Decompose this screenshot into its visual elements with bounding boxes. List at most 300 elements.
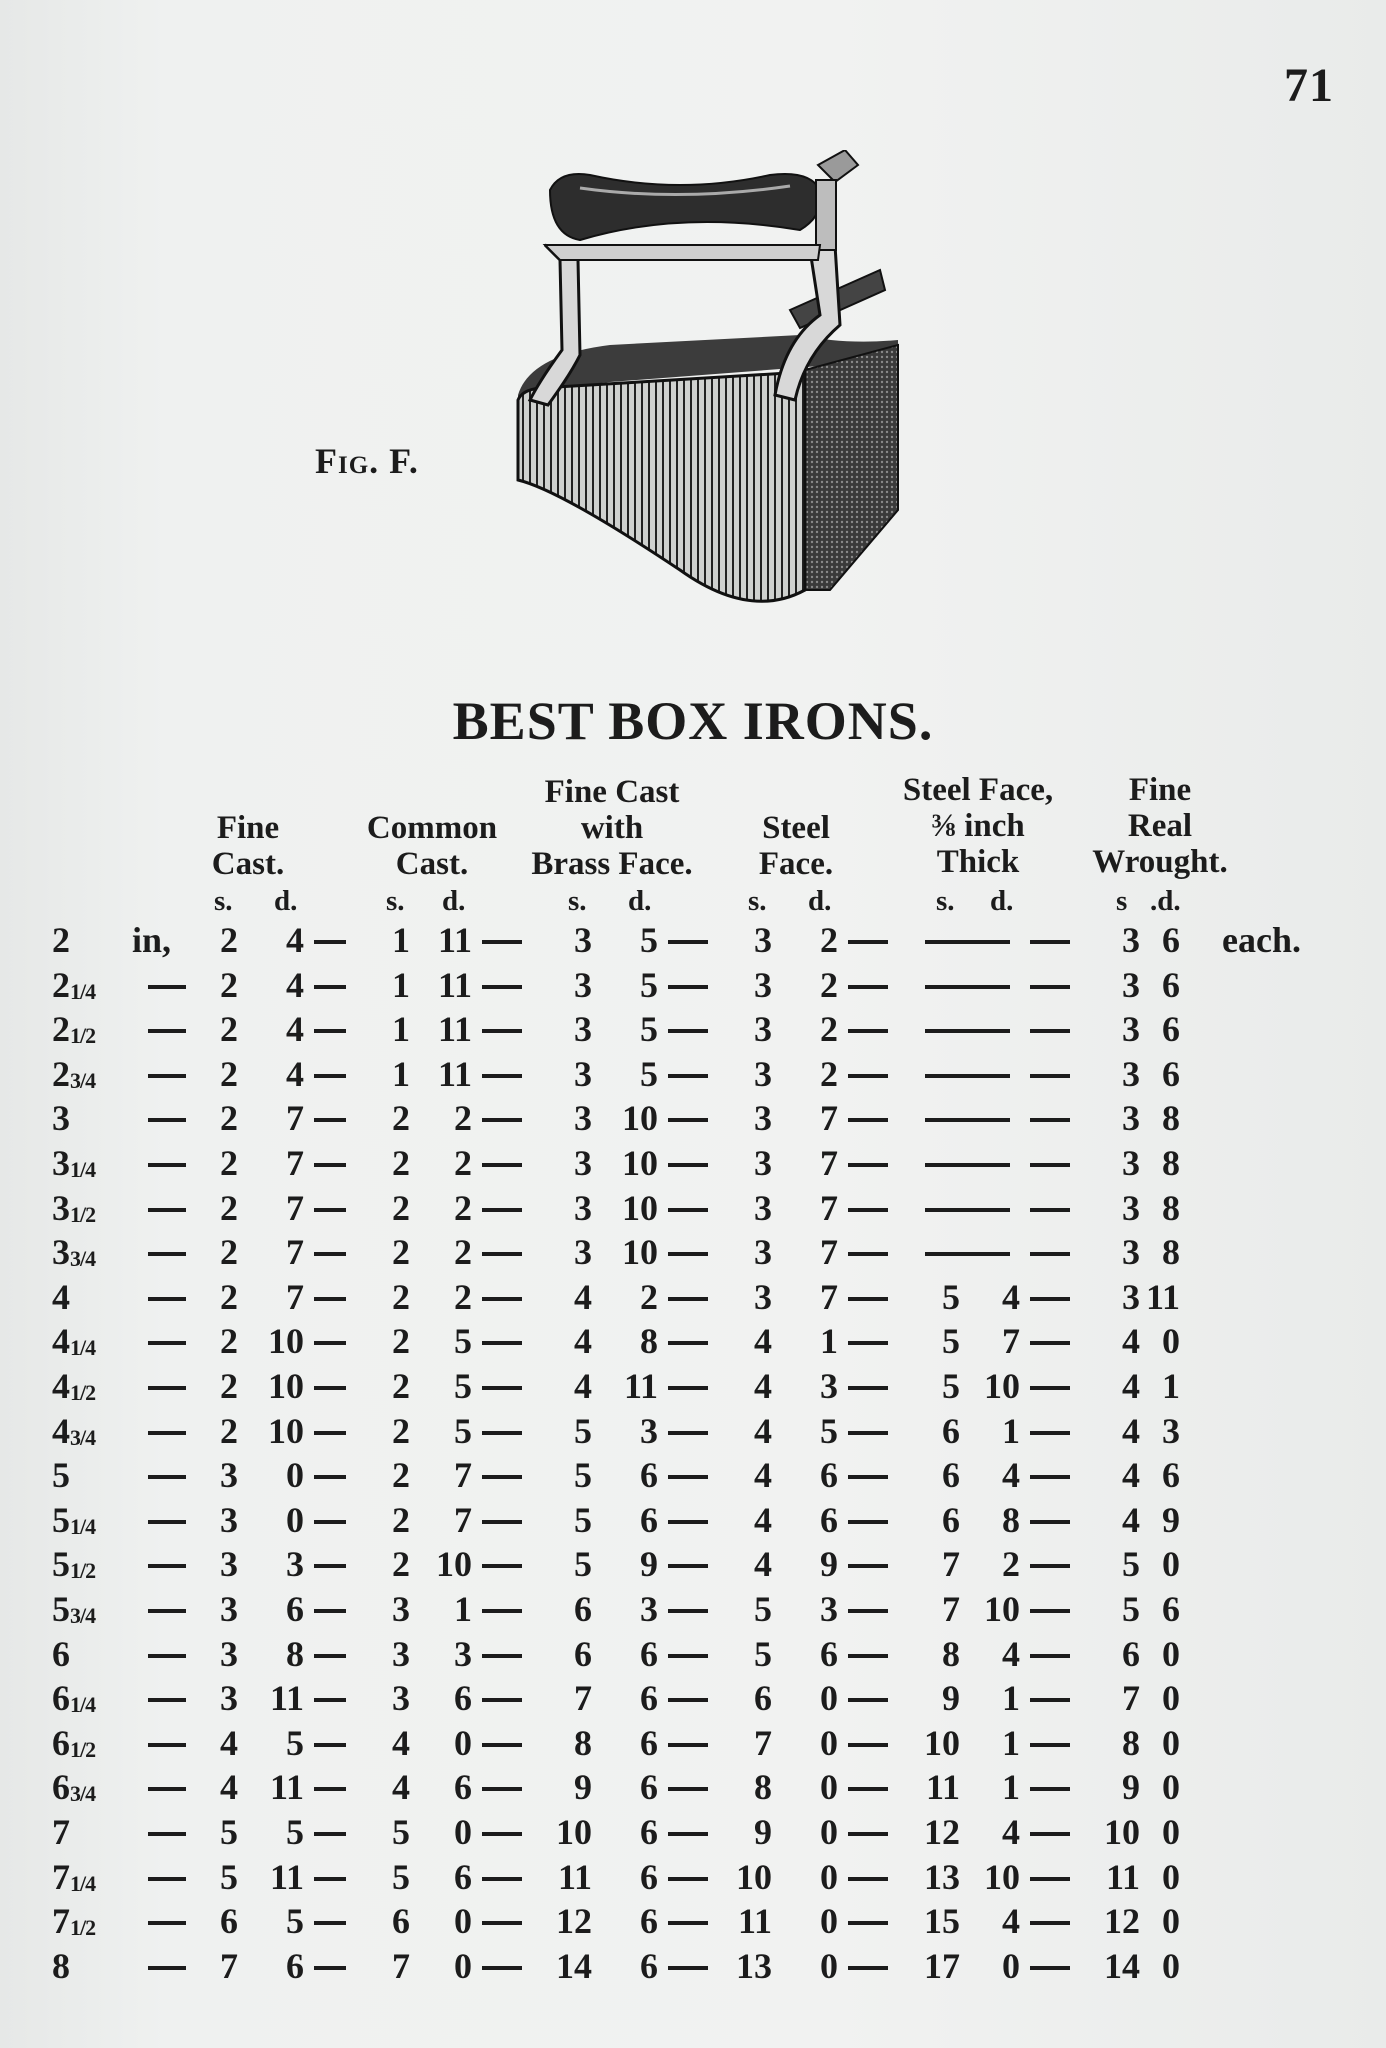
table-row — [0, 1096, 1386, 1140]
pence-value: 8 — [286, 1633, 304, 1674]
shillings-value: 5 — [574, 1455, 592, 1496]
table-row — [0, 1141, 1386, 1185]
shillings-value: 1 — [392, 1009, 410, 1050]
shillings-unit: s. — [386, 885, 405, 917]
pence-value: 2 — [820, 1053, 838, 1094]
shillings-value: 2 — [392, 1455, 410, 1496]
leader-dash — [848, 1877, 888, 1881]
leader-dash — [314, 1743, 346, 1747]
leader-dash — [1030, 1208, 1070, 1212]
leader-dash — [314, 1074, 346, 1078]
pence-unit: d. — [628, 885, 652, 917]
size-cell — [52, 1186, 95, 1237]
pence-unit: d. — [442, 885, 466, 917]
leader-dash — [1030, 985, 1070, 989]
table-row — [0, 1409, 1386, 1453]
pence-value: 0 — [1162, 1901, 1180, 1942]
shillings-value: 3 — [754, 1187, 772, 1228]
pence-value: 6 — [640, 1767, 658, 1808]
size-whole: 4 — [52, 1321, 70, 1362]
pence-value: 0 — [1162, 1321, 1180, 1362]
size-cell — [52, 1855, 95, 1906]
column-header-line: with — [580, 810, 644, 846]
shillings-value: 2 — [220, 1098, 238, 1139]
shillings-unit: s — [1116, 885, 1128, 917]
pence-value: 4 — [1002, 1633, 1020, 1674]
shillings-value: 5 — [942, 1321, 960, 1362]
leader-dash — [668, 1252, 708, 1256]
shillings-value: 5 — [942, 1366, 960, 1406]
shillings-value: 2 — [392, 1098, 410, 1139]
leader-dash — [668, 1609, 708, 1613]
pence-value: 4 — [286, 920, 304, 960]
shillings-value: 3 — [754, 1143, 772, 1183]
pence-value: 1 — [1002, 1410, 1020, 1451]
leader-dash — [848, 1431, 888, 1435]
leader-dash — [314, 1029, 346, 1033]
leader-dash — [314, 1921, 346, 1925]
size-cell — [52, 1810, 70, 1854]
leader-dash — [925, 1118, 1010, 1122]
size-cell — [52, 918, 70, 962]
pence-value: 2 — [454, 1187, 472, 1228]
shillings-value: 6 — [1122, 1633, 1140, 1674]
pence-value: 0 — [454, 1901, 472, 1942]
shillings-value: 7 — [942, 1544, 960, 1585]
shillings-value: 3 — [754, 1053, 772, 1094]
shillings-value: 11 — [557, 1856, 592, 1897]
pence-value: 2 — [454, 1276, 472, 1317]
pence-unit: .d. — [1150, 885, 1181, 917]
pence-value: 0 — [454, 1722, 472, 1763]
column-header-line: Fine Cast — [544, 774, 680, 810]
column-header-line: Brass Face. — [531, 846, 693, 882]
leader-dash — [314, 1564, 346, 1568]
shillings-value: 14 — [1104, 1945, 1140, 1986]
shillings-value: 2 — [220, 1009, 238, 1050]
shillings-value: 9 — [942, 1678, 960, 1719]
size-whole: 6 — [52, 1678, 70, 1719]
pence-value: 9 — [1162, 1499, 1180, 1540]
shillings-value: 4 — [1122, 1366, 1140, 1406]
pence-value: 10 — [268, 1321, 304, 1362]
shillings-value: 6 — [942, 1410, 960, 1451]
column-header — [1050, 772, 1270, 880]
leader-dash — [1030, 1520, 1070, 1524]
pence-value: 6 — [640, 1945, 658, 1986]
size-whole: 3 — [52, 1098, 70, 1139]
pence-value: 2 — [820, 1009, 838, 1050]
pence-value: 7 — [286, 1098, 304, 1139]
size-whole: 7 — [52, 1856, 70, 1897]
size-whole: 5 — [52, 1589, 70, 1629]
leader-dash — [668, 1787, 708, 1791]
pence-value: 10 — [622, 1098, 658, 1139]
size-fraction: 1/4 — [70, 1513, 96, 1539]
pence-value: 5 — [640, 964, 658, 1005]
pence-value: 6 — [640, 1499, 658, 1540]
size-cell — [52, 1498, 95, 1549]
shillings-value: 12 — [1104, 1901, 1140, 1942]
shillings-value: 5 — [754, 1589, 772, 1629]
leader-dash — [482, 1787, 522, 1791]
leader-dash — [925, 985, 1010, 989]
size-cell — [52, 1587, 95, 1638]
shillings-value: 4 — [754, 1321, 772, 1362]
shillings-value: 1 — [392, 964, 410, 1005]
leader-dash — [668, 1341, 708, 1345]
shillings-value: 2 — [220, 1410, 238, 1451]
table-row — [0, 1052, 1386, 1096]
pence-value: 0 — [1162, 1722, 1180, 1763]
shillings-value: 3 — [574, 964, 592, 1005]
leader-dash — [314, 1118, 346, 1122]
pence-value: 8 — [1162, 1143, 1180, 1183]
leader-dash — [848, 1074, 888, 1078]
leader-dash — [848, 1609, 888, 1613]
shillings-value: 5 — [574, 1410, 592, 1451]
shillings-value: 10 — [924, 1722, 960, 1763]
size-whole: 2 — [52, 1053, 70, 1094]
pence-value: 8 — [1002, 1499, 1020, 1540]
pence-value: 10 — [268, 1366, 304, 1406]
shillings-value: 10 — [1104, 1812, 1140, 1852]
shillings-value: 6 — [574, 1589, 592, 1629]
table-row — [0, 1186, 1386, 1230]
pence-value: 0 — [286, 1455, 304, 1496]
shillings-value: 3 — [220, 1544, 238, 1585]
shillings-value: 3 — [754, 1009, 772, 1050]
table-row — [0, 918, 1386, 962]
shillings-value: 3 — [574, 920, 592, 960]
shillings-unit: s. — [568, 885, 587, 917]
leader-dash — [1030, 1431, 1070, 1435]
pence-value: 11 — [437, 920, 472, 960]
leader-dash — [668, 1832, 708, 1836]
shillings-value: 6 — [392, 1901, 410, 1942]
shillings-value: 3 — [754, 1276, 772, 1317]
page-number: 71 — [1284, 59, 1334, 112]
leader-dash — [1030, 1564, 1070, 1568]
pence-value: 0 — [1162, 1812, 1180, 1852]
size-fraction: 1/2 — [70, 1201, 96, 1227]
pence-value: 4 — [1002, 1812, 1020, 1852]
leader-dash — [314, 940, 346, 944]
leader-dash — [1030, 1118, 1070, 1122]
shillings-value: 3 — [1122, 1143, 1140, 1183]
leader-dash — [668, 1386, 708, 1390]
pence-value: 7 — [286, 1187, 304, 1228]
pence-value: 2 — [1002, 1544, 1020, 1585]
size-whole: 3 — [52, 1143, 70, 1183]
pence-value: 7 — [286, 1143, 304, 1183]
shillings-value: 2 — [392, 1544, 410, 1585]
shillings-value: 3 — [1122, 920, 1140, 960]
shillings-value: 9 — [1122, 1767, 1140, 1808]
leader-dash — [1030, 1832, 1070, 1836]
shillings-value: 3 — [220, 1455, 238, 1496]
shillings-value: 6 — [220, 1901, 238, 1942]
pence-value: 4 — [1002, 1276, 1020, 1317]
leader-dash — [314, 1386, 346, 1390]
size-whole: 5 — [52, 1455, 70, 1496]
leader-dash — [848, 940, 888, 944]
pence-value: 4 — [1002, 1901, 1020, 1942]
pence-value: 0 — [820, 1812, 838, 1852]
pence-value: 7 — [286, 1232, 304, 1273]
leader-dash — [314, 1787, 346, 1791]
shillings-value: 3 — [574, 1098, 592, 1139]
pence-value: 6 — [454, 1767, 472, 1808]
shillings-value: 4 — [574, 1321, 592, 1362]
leader-dash — [668, 1877, 708, 1881]
leader-dash — [1030, 1074, 1070, 1078]
leader-dash — [1030, 1252, 1070, 1256]
leader-dash — [482, 1609, 522, 1613]
pence-value: 3 — [640, 1410, 658, 1451]
pence-value: 10 — [622, 1232, 658, 1273]
leader-dash — [848, 1163, 888, 1167]
size-cell — [52, 1899, 95, 1950]
shillings-value: 3 — [1122, 1009, 1140, 1050]
pence-value: 10 — [984, 1366, 1020, 1406]
shillings-value: 2 — [392, 1276, 410, 1317]
size-cell — [52, 1676, 95, 1727]
pence-value: 0 — [1162, 1678, 1180, 1719]
shillings-value: 3 — [754, 1232, 772, 1273]
leader-dash — [668, 1163, 708, 1167]
shillings-value: 9 — [754, 1812, 772, 1852]
leader-dash — [668, 1475, 708, 1479]
size-cell — [52, 1542, 95, 1593]
pence-value: 8 — [1162, 1187, 1180, 1228]
leader-dash — [482, 1475, 522, 1479]
pence-value: 5 — [454, 1366, 472, 1406]
pence-value: 10 — [622, 1143, 658, 1183]
pence-value: 0 — [820, 1678, 838, 1719]
column-header-line: Wrought. — [1092, 844, 1228, 880]
leader-dash — [482, 940, 522, 944]
pence-value: 6 — [820, 1455, 838, 1496]
pence-value: 9 — [820, 1544, 838, 1585]
shillings-value: 2 — [392, 1232, 410, 1273]
shillings-value: 3 — [1122, 964, 1140, 1005]
leader-dash — [848, 1475, 888, 1479]
shillings-value: 5 — [754, 1633, 772, 1674]
pence-unit: d. — [990, 885, 1014, 917]
pence-value: 6 — [454, 1856, 472, 1897]
size-fraction: 3/4 — [70, 1067, 96, 1093]
pence-value: 10 — [984, 1856, 1020, 1897]
leader-dash — [848, 985, 888, 989]
leader-dash — [482, 1297, 522, 1301]
pence-value: 5 — [640, 920, 658, 960]
pence-value: 6 — [640, 1901, 658, 1942]
leader-dash — [314, 1520, 346, 1524]
shillings-value: 4 — [1122, 1499, 1140, 1540]
size-unit: in, — [132, 920, 172, 960]
size-whole: 7 — [52, 1812, 70, 1852]
size-cell — [52, 1721, 95, 1772]
pence-value: 6 — [640, 1455, 658, 1496]
shillings-value: 2 — [220, 1232, 238, 1273]
table-title: BEST BOX IRONS. — [452, 691, 934, 751]
leader-dash — [1030, 1609, 1070, 1613]
column-header-line: Fine — [216, 810, 280, 846]
leader-dash — [1030, 1921, 1070, 1925]
shillings-value: 5 — [220, 1812, 238, 1852]
shillings-value: 14 — [556, 1945, 592, 1986]
shillings-value: 4 — [574, 1276, 592, 1317]
pence-value: 11 — [437, 1009, 472, 1050]
pence-value: 7 — [820, 1098, 838, 1139]
shillings-value: 13 — [924, 1856, 960, 1897]
shillings-value: 7 — [574, 1678, 592, 1719]
leader-dash — [848, 1118, 888, 1122]
table-row — [0, 1453, 1386, 1497]
shillings-value: 3 — [754, 1098, 772, 1139]
pence-value: 6 — [1162, 1455, 1180, 1496]
pence-value: 1 — [1162, 1366, 1180, 1406]
shillings-unit: s. — [748, 885, 767, 917]
leader-dash — [1030, 1698, 1070, 1702]
shillings-value: 3 — [574, 1187, 592, 1228]
leader-dash — [314, 1877, 346, 1881]
pence-value: 0 — [820, 1945, 838, 1986]
leader-dash — [848, 1029, 888, 1033]
column-header-line: Steel Face, — [902, 772, 1054, 808]
pence-value: 1 — [1002, 1678, 1020, 1719]
leader-dash — [925, 1208, 1010, 1212]
leader-dash — [668, 1029, 708, 1033]
pence-value: 2 — [640, 1276, 658, 1317]
pence-value: 2 — [820, 920, 838, 960]
column-header-line: Fine — [1128, 772, 1192, 808]
table-row — [0, 1230, 1386, 1274]
pence-value: 11 — [437, 964, 472, 1005]
leader-dash — [848, 1966, 888, 1970]
pence-value: 0 — [820, 1901, 838, 1942]
shillings-value: 2 — [220, 920, 238, 960]
leader-dash — [848, 1297, 888, 1301]
shillings-value: 3 — [754, 920, 772, 960]
shillings-value: 5 — [1122, 1589, 1140, 1629]
leader-dash — [668, 1743, 708, 1747]
column-header-line: Thick — [936, 844, 1020, 880]
pence-value: 0 — [454, 1812, 472, 1852]
shillings-value: 4 — [754, 1455, 772, 1496]
pence-value: 1 — [820, 1321, 838, 1362]
pence-value: 0 — [1162, 1633, 1180, 1674]
shillings-value: 2 — [220, 964, 238, 1005]
size-fraction: 3/4 — [70, 1781, 96, 1807]
shillings-value: 3 — [1122, 1098, 1140, 1139]
shillings-value: 3 — [754, 964, 772, 1005]
column-header-line: Cast. — [395, 846, 469, 882]
size-whole: 4 — [52, 1276, 70, 1317]
column-header-line: Face. — [758, 846, 834, 882]
size-fraction: 3/4 — [70, 1246, 96, 1272]
pence-value: 6 — [820, 1633, 838, 1674]
pence-value: 6 — [1162, 1053, 1180, 1094]
leader-dash — [482, 1743, 522, 1747]
pence-value: 3 — [1162, 1410, 1180, 1451]
size-fraction: 1/2 — [70, 1558, 96, 1584]
shillings-unit: s. — [214, 885, 233, 917]
shillings-value: 3 — [220, 1678, 238, 1719]
size-whole: 2 — [52, 920, 70, 960]
pence-value: 10 — [984, 1589, 1020, 1629]
leader-dash — [482, 1208, 522, 1212]
pence-value: 1 — [454, 1589, 472, 1629]
pence-value: 5 — [640, 1053, 658, 1094]
shillings-value: 4 — [392, 1722, 410, 1763]
shillings-value: 4 — [754, 1499, 772, 1540]
leader-dash — [668, 1654, 708, 1658]
leader-dash — [668, 1297, 708, 1301]
column-header-line: Real — [1127, 808, 1193, 844]
pence-value: 2 — [454, 1143, 472, 1183]
leader-dash — [482, 1966, 522, 1970]
leader-dash — [668, 1520, 708, 1524]
size-whole: 4 — [52, 1410, 70, 1451]
size-fraction: 1/2 — [70, 1023, 96, 1049]
pence-value: 0 — [1162, 1856, 1180, 1897]
size-fraction: 1/2 — [70, 1736, 96, 1762]
shillings-value: 3 — [574, 1143, 592, 1183]
shillings-value: 11 — [737, 1901, 772, 1942]
size-cell — [52, 1275, 70, 1319]
shillings-value: 3 — [392, 1633, 410, 1674]
leader-dash — [925, 940, 1010, 944]
shillings-value: 3 — [574, 1232, 592, 1273]
leader-dash — [482, 1698, 522, 1702]
shillings-unit: s. — [936, 885, 955, 917]
shillings-value: 3 — [574, 1009, 592, 1050]
leader-dash — [314, 1208, 346, 1212]
table-row — [0, 963, 1386, 1007]
leader-dash — [848, 1743, 888, 1747]
leader-dash — [668, 985, 708, 989]
size-whole: 2 — [52, 1009, 70, 1050]
leader-dash — [925, 1163, 1010, 1167]
leader-dash — [668, 1921, 708, 1925]
pence-value: 4 — [286, 964, 304, 1005]
shillings-value: 5 — [392, 1812, 410, 1852]
leader-dash — [668, 1431, 708, 1435]
pence-value: 0 — [820, 1856, 838, 1897]
shillings-value: 7 — [754, 1722, 772, 1763]
pence-value: 5 — [286, 1722, 304, 1763]
shillings-value: 2 — [220, 1187, 238, 1228]
shillings-value: 2 — [220, 1366, 238, 1406]
table-row — [0, 1364, 1386, 1408]
leader-dash — [848, 1787, 888, 1791]
leader-dash — [482, 1654, 522, 1658]
pence-value: 7 — [820, 1232, 838, 1273]
pence-value: 3 — [286, 1544, 304, 1585]
size-cell — [52, 1230, 95, 1281]
leader-dash — [314, 1832, 346, 1836]
shillings-value: 8 — [1122, 1722, 1140, 1763]
shillings-value: 2 — [220, 1053, 238, 1094]
pence-value: 0 — [1162, 1767, 1180, 1808]
size-whole: 8 — [52, 1945, 70, 1986]
leader-dash — [314, 1297, 346, 1301]
leader-dash — [482, 1431, 522, 1435]
leader-dash — [848, 1921, 888, 1925]
size-fraction: 1/2 — [70, 1915, 96, 1941]
